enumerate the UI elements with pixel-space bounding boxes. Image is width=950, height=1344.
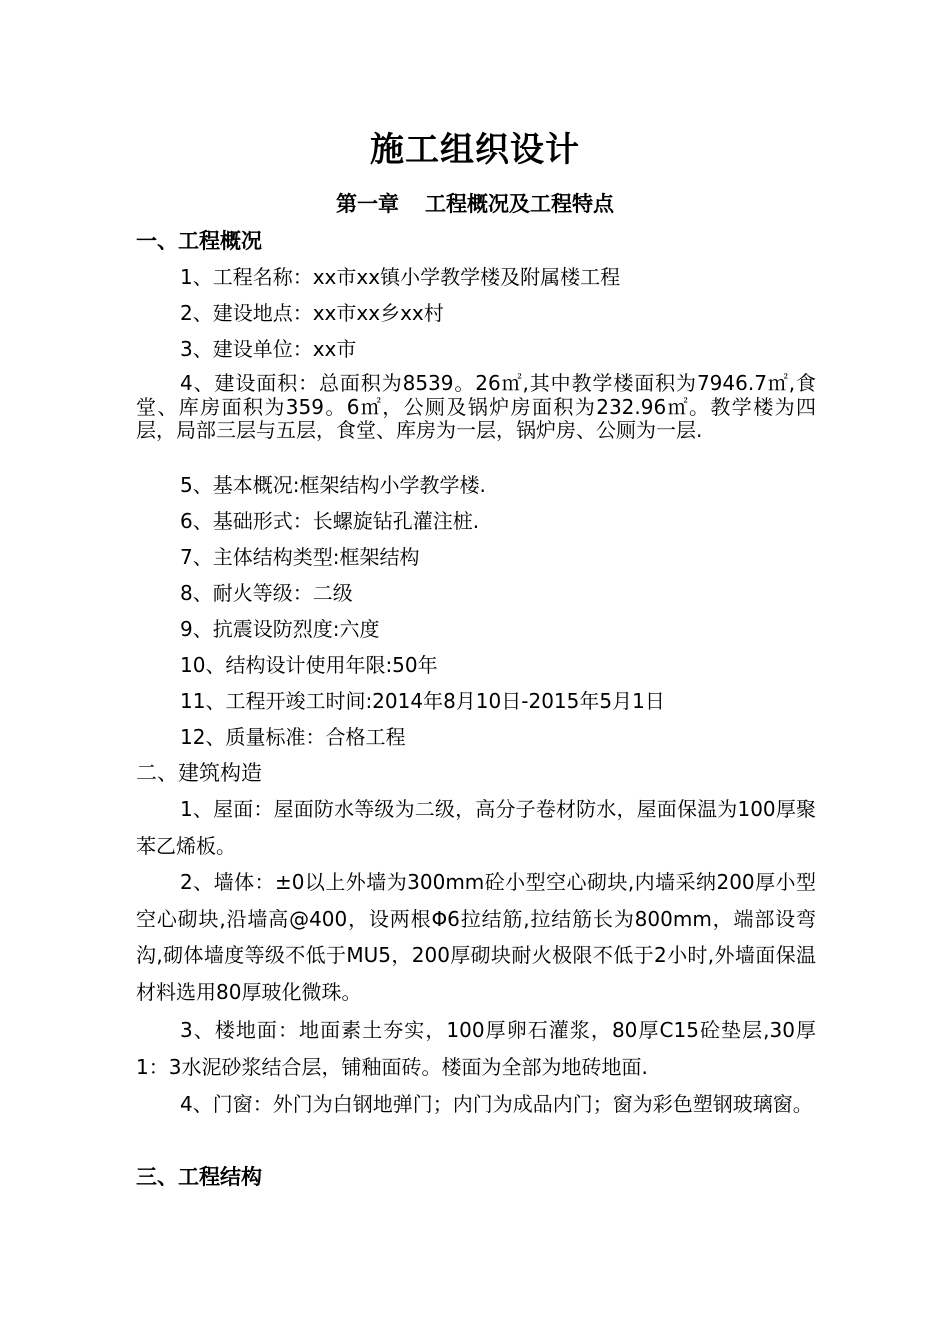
overview-item: 2、建设地点：xx市xx乡xx村	[180, 301, 444, 325]
overview-item-area: 4、建设面积：总面积为8539。26㎡,其中教学楼面积为7946.7㎡,食堂、库房面积为359。6㎡，公厕及锅炉房面积为232.96㎡。教学楼为四层，局部三层与五层，食堂、库房为一层，锅炉房、公厕为一层.	[136, 371, 816, 442]
section-heading-overview: 一、工程概况	[136, 229, 262, 253]
section-heading-structure: 三、工程结构	[136, 1165, 262, 1189]
overview-item: 7、主体结构类型:框架结构	[180, 545, 420, 569]
construction-item-wall: 2、墙体：±0以上外墙为300mm砼小型空心砌块,内墙采纳200厚小型空心砌块,沿墙高@400，设两根Φ6拉结筋,拉结筋长为800mm，端部设弯沟,砌体墙度等级不低于MU5，200厚砌块耐火极限不低于2小时,外墙面保温材料选用80厚玻化微珠。	[136, 870, 816, 1004]
overview-item: 3、建设单位：xx市	[180, 337, 357, 361]
document-title: 施工组织设计	[370, 130, 580, 170]
overview-item: 5、基本概况:框架结构小学教学楼.	[180, 473, 486, 497]
chapter-number: 第一章	[336, 192, 399, 216]
overview-item: 12、质量标准：合格工程	[180, 725, 406, 749]
overview-item: 8、耐火等级：二级	[180, 581, 353, 605]
construction-item-doors: 4、门窗：外门为白钢地弹门；内门为成品内门；窗为彩色塑钢玻璃窗。	[180, 1092, 813, 1116]
section-heading-construction: 二、建筑构造	[136, 761, 262, 785]
chapter-heading	[0, 188, 950, 220]
overview-item: 6、基础形式：长螺旋钻孔灌注桩.	[180, 509, 480, 533]
overview-item: 1、工程名称：xx市xx镇小学教学楼及附属楼工程	[180, 265, 621, 289]
overview-item: 9、抗震设防烈度:六度	[180, 617, 380, 641]
construction-item-roof: 1、屋面：屋面防水等级为二级，高分子卷材防水，屋面保温为100厚聚苯乙烯板。	[136, 797, 816, 858]
overview-item: 11、工程开竣工时间:2014年8月10日-2015年5月1日	[180, 689, 665, 713]
overview-item: 10、结构设计使用年限:50年	[180, 653, 438, 677]
chapter-name: 工程概况及工程特点	[425, 192, 614, 216]
construction-item-floor: 3、楼地面：地面素土夯实，100厚卵石灌浆，80厚C15砼垫层,30厚1：3水泥砂浆结合层，铺釉面砖。楼面为全部为地砖地面.	[136, 1018, 816, 1079]
